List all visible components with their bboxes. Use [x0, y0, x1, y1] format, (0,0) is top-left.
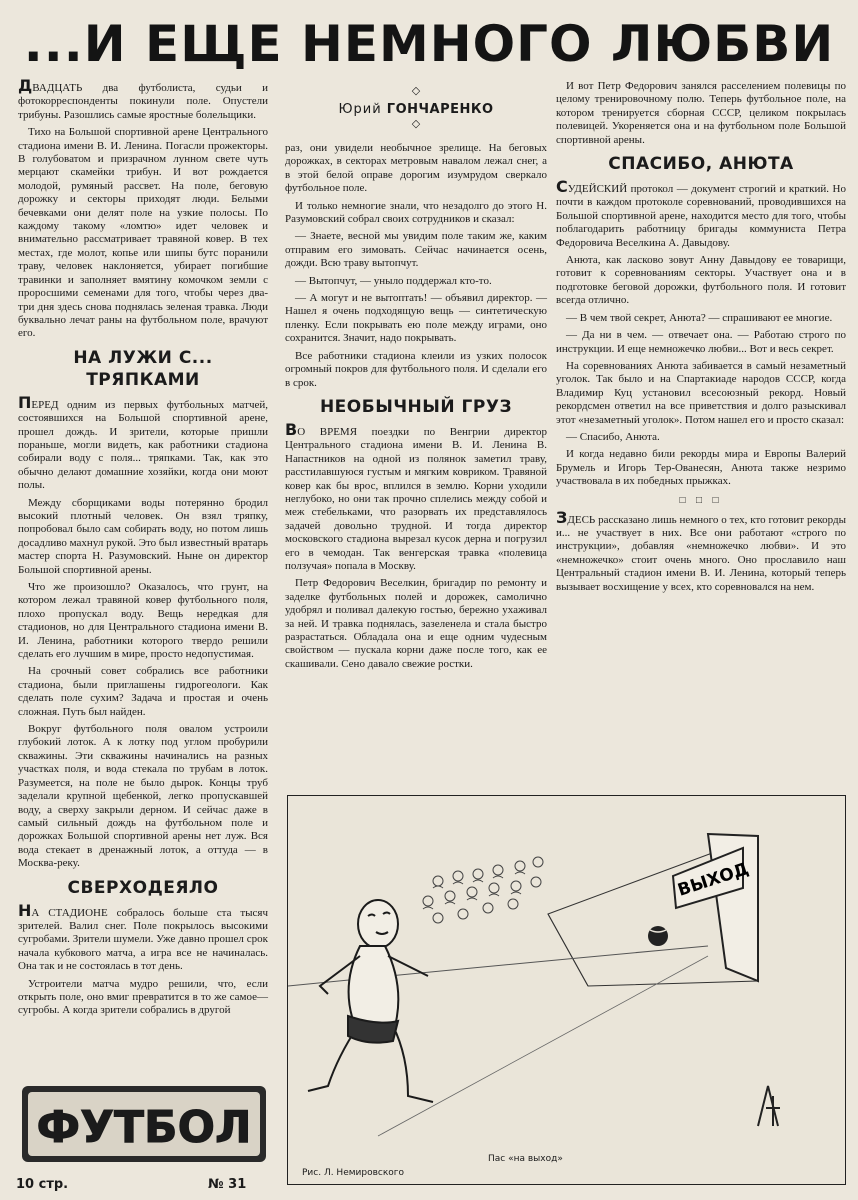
cartoon-drawing [288, 796, 845, 1184]
article-paragraph: И только немногие знали, что незадолго до этого Н. Разумовский собрал своих сотрудников и сказал: [285, 199, 547, 226]
article-paragraph: ЗДЕСЬ рассказано лишь немного о тех, кто готовит рекорды и... не участвует в них. Все они работают «строго по инструкции», добавляя «немножечко любви». И это «немножечко» стоит очень много. Оно прославило наш Центральный стадион имени В. И. Ленина, который теперь вызывает восхищение у всех, кто соревновался на нем. [556, 507, 846, 593]
article-paragraph: И вот Петр Федорович занялся расселением полевицы по целому тренировочному полю. Теперь футбольное поле, на котором тренируется сборная СССР, целиком покрылась полевицей. Укореняется она и на футбольном поле Большой спортивной арены. [556, 80, 846, 146]
drop-cap: Н [18, 900, 32, 920]
article-paragraph: — Вытопчут, — уныло поддержал кто-то. [295, 274, 492, 287]
article-paragraph: ВО ВРЕМЯ поездки по Венгрии директор Центрального стадиона имени В. И. Ленина В. Напастников на одной из полянок заметил траву, расстилавшуюся густым и мягким ковриком. Травяной ковер как бы врос, вплился в землю. Корни уходили неглубоко, но они так прочно сплелись между собой и меж стебельками, что разорвать их представлялось задачей довольно трудной. И тогда директор московского стадиона вырезал кусок дерна и погрузил его в чемодан. Так венгерская травка «полевица ползучая» попала в Москву. [285, 419, 547, 572]
footballer-figure [308, 900, 433, 1102]
artist-signature [758, 1086, 780, 1126]
diamond-ornament-icon: ◇ [411, 85, 421, 97]
article-paragraph: Тихо на Большой спортивной арене Центрального стадиона имени В. И. Ленина. Погасли прожекторы. В голубоватом и призрачном лунном свете чуть мерцают скамейки трибун. И вот рождается молодой, румяный рассвет. На поле, беговую дорожку и секторы приходят люди. Белыми бечевками они делят поле на узкие полосы. По каждому такому «ломтю» идет человек и внимательно рассматривает травяной ковер. В тех местах, где молот, копье или шипы бутс поранили траву, человек наклоняется, убирает погибшие травинки и заполняет вмятину комочком земли с проросшими семенами для того, чтобы через два-три дня здесь снова поднялась зеленая травка. Люди буквально лечат раны на футбольном поле, врачуют его. [18, 126, 268, 340]
page-headline: ...И ЕЩЕ НЕМНОГО ЛЮБВИ [23, 15, 835, 73]
drop-cap: П [18, 392, 32, 412]
article-paragraph: Что же произошло? Оказалось, что грунт, на котором лежал травяной ковер футбольного поля, плохо пропускал воду. Вещь нередкая для стадионов, но для Центрального стадиона имени В. И. Ленина, работники которого твердо решили сделать его лучшим в мире, просто недопустимая. [18, 581, 268, 661]
article-paragraph: НА СТАДИОНЕ собралось больше ста тысяч зрителей. Валил снег. Поле покрылось высокими сугробами. Зрители шумели. Уже давно прошел срок начала кубкового матча, а игра все не начиналась. Она так и не состоялась в тот день. [18, 900, 268, 973]
article-paragraph: Петр Федорович Веселкин, бригадир по ремонту и заделке футбольных полей и дорожек, самолично удобрял и поливал далекую гостью, бережно ухаживал за ней. И травка поднялась, зазеленела и стала быстро разрастаться. Обладала она и еще одним чудесным свойством — пускала корни даже после того, как ее скашивали. Сено давало свежие ростки. [285, 577, 547, 670]
section-heading: СВЕРХОДЕЯЛО [67, 877, 219, 898]
author-byline [285, 102, 547, 117]
article-column-3 [556, 80, 846, 815]
illustration-credit: Рис. Л. Немировского [302, 1168, 405, 1178]
article-column-2 [285, 142, 547, 812]
article-paragraph: — А могут и не вытоптать! — объявил директор. — Нашел я очень подходящую вещь — синтетическую пленку. Если покрывать ею поле между играми, оно сохранится. Значит, надо покрывать. [285, 292, 547, 345]
article-paragraph: Вокруг футбольного поля овалом устроили глубокий лоток. А к лотку под углом пробурили скважины. Эти скважины начинались на разных участках поля, и вода стекала по трубам в лоток. Разумеется, на поле не было дырок. Концы труб заделали крупной щебенкой, легко пропускавшей воду, а сверху закрыли дерном. И сейчас даже в самый сильный дождь на футбольном поле и дорожках Большой спортивной арены нет луж. Вся вода стекает в дренажный лоток, а оттуда — в Москва-реку. [18, 723, 268, 870]
article-paragraph: — Спасибо, Анюта. [566, 430, 660, 443]
drop-cap: Д [18, 76, 33, 95]
article-paragraph: — Да ни в чем. — отвечает она. — Работаю строго по инструкции. И еще немножечко любви... Вот и весь секрет. [556, 329, 846, 355]
article-paragraph: Анюта, как ласково зовут Анну Давыдову ее товарищи, готовит к соревнованиям секторы. Участвует она и в подготовке беговой дорожки, футбольного поля. И готовит всегда отлично. [556, 254, 846, 307]
article-paragraph: — В чем твой секрет, Анюта? — спрашивают ее многие. [566, 311, 833, 324]
cartoon-illustration [287, 795, 846, 1185]
section-heading: НЕОБЫЧНЫЙ ГРУЗ [319, 396, 513, 417]
futbol-masthead-logo [18, 1078, 270, 1170]
article-paragraph: ПЕРЕД одним из первых футбольных матчей, состоявшихся на Большой спортивной арене, прошел дождь. И зрители, которые пришли пораньше, могли видеть, как работники стадиона собирали воду с поля... тряпками. Так, как это обычно делают домашние хозяйки, когда они моют полы. [18, 392, 268, 492]
section-heading: НА ЛУЖИ С... ТРЯПКАМИ [73, 347, 213, 390]
article-paragraph: СУДЕЙСКИЙ протокол — документ строгий и краткий. Но почти в каждом протоколе соревнований, проводившихся на Большой спортивной арене, находится место для того, чтобы поблагодарить работницу бригады коммуниста Петра Федоровича Веселкина А. Давыдову. [556, 177, 846, 249]
section-heading: СПАСИБО, АНЮТА [608, 154, 794, 175]
drop-cap: В [285, 419, 298, 439]
masthead-title: ФУТБОЛ [36, 1102, 252, 1153]
illustration-caption: Пас «на выход» [488, 1154, 563, 1164]
byline-block [285, 84, 547, 140]
article-column-1 [18, 76, 268, 1017]
article-paragraph: На соревнованиях Анюта забивается в самый незаметный уголок. Так было и на Спартакиаде народов СССР, когда Владимир Куц установил всесоюзный рекорд. Новый рекордсмен ответил на все приветствия и долго разыскивал этот «незаметный уголок». Потом нашел его и просто сказал: [556, 359, 846, 426]
article-paragraph: Все работники стадиона клеили из узких полосок огромный покров для футбольного поля. И сделали его в срок. [285, 349, 547, 389]
article-paragraph: Между сборщиками воды потерянно бродил высокий плотный человек. Он взял тряпку, попробовал было сам собирать воду, но потом лишь досадливо махнул рукой. Это был известный вратарь мастер спорта Н. Разумовский. Ныне он директор Большой спортивной арены. [18, 496, 268, 576]
intro-paragraph: ДВАДЦАТЬ два футболиста, судьи и фотокорреспонденты покинули поле. Опустели трибуны. Разошлись самые яростные болельщики. [18, 76, 268, 121]
football-ball-icon [648, 926, 668, 946]
exit-sign-label: ВЫХОД [675, 859, 752, 901]
page-number: 10 стр. [16, 1177, 69, 1192]
exit-sign [673, 834, 758, 981]
article-paragraph: раз, они увидели необычное зрелище. На беговых дорожках, в секторах метровым навалом лежал снег, а в этой белой оправе дорогим изумрудом сверкало футбольное поле. [285, 142, 547, 195]
crowd-spectators [423, 857, 543, 923]
article-paragraph: На срочный совет собрались все работники стадиона, были приглашены гидрогеологи. Как сделать поле сухим? Задача и простая и очень сложная. Путь был найден. [18, 665, 268, 718]
article-paragraph: Устроители матча мудро решили, что, если открыть поле, оно вмиг превратится в то же самое—сугробы. А когда зрители собрались в другой [18, 977, 268, 1017]
diamond-ornament-icon: ◇ [411, 118, 421, 130]
issue-number: № 31 [208, 1177, 247, 1192]
article-paragraph: И когда недавно били рекорды мира и Европы Валерий Брумель и Игорь Тер-Ованесян, Анюта также незримо участвовала в их победных прыжках. [556, 448, 846, 488]
article-paragraph: — Знаете, весной мы увидим поле таким же, каким отправим его зимовать. Сейчас начинается осень, дожди. Всю траву вытопчут. [285, 230, 547, 270]
author-last-name: ГОНЧАРЕНКО [386, 102, 494, 117]
section-separator: □ □ □ [679, 494, 723, 506]
author-first-name: Юрий [338, 102, 382, 117]
drop-cap: С [556, 177, 568, 197]
drop-cap: З [556, 507, 568, 527]
